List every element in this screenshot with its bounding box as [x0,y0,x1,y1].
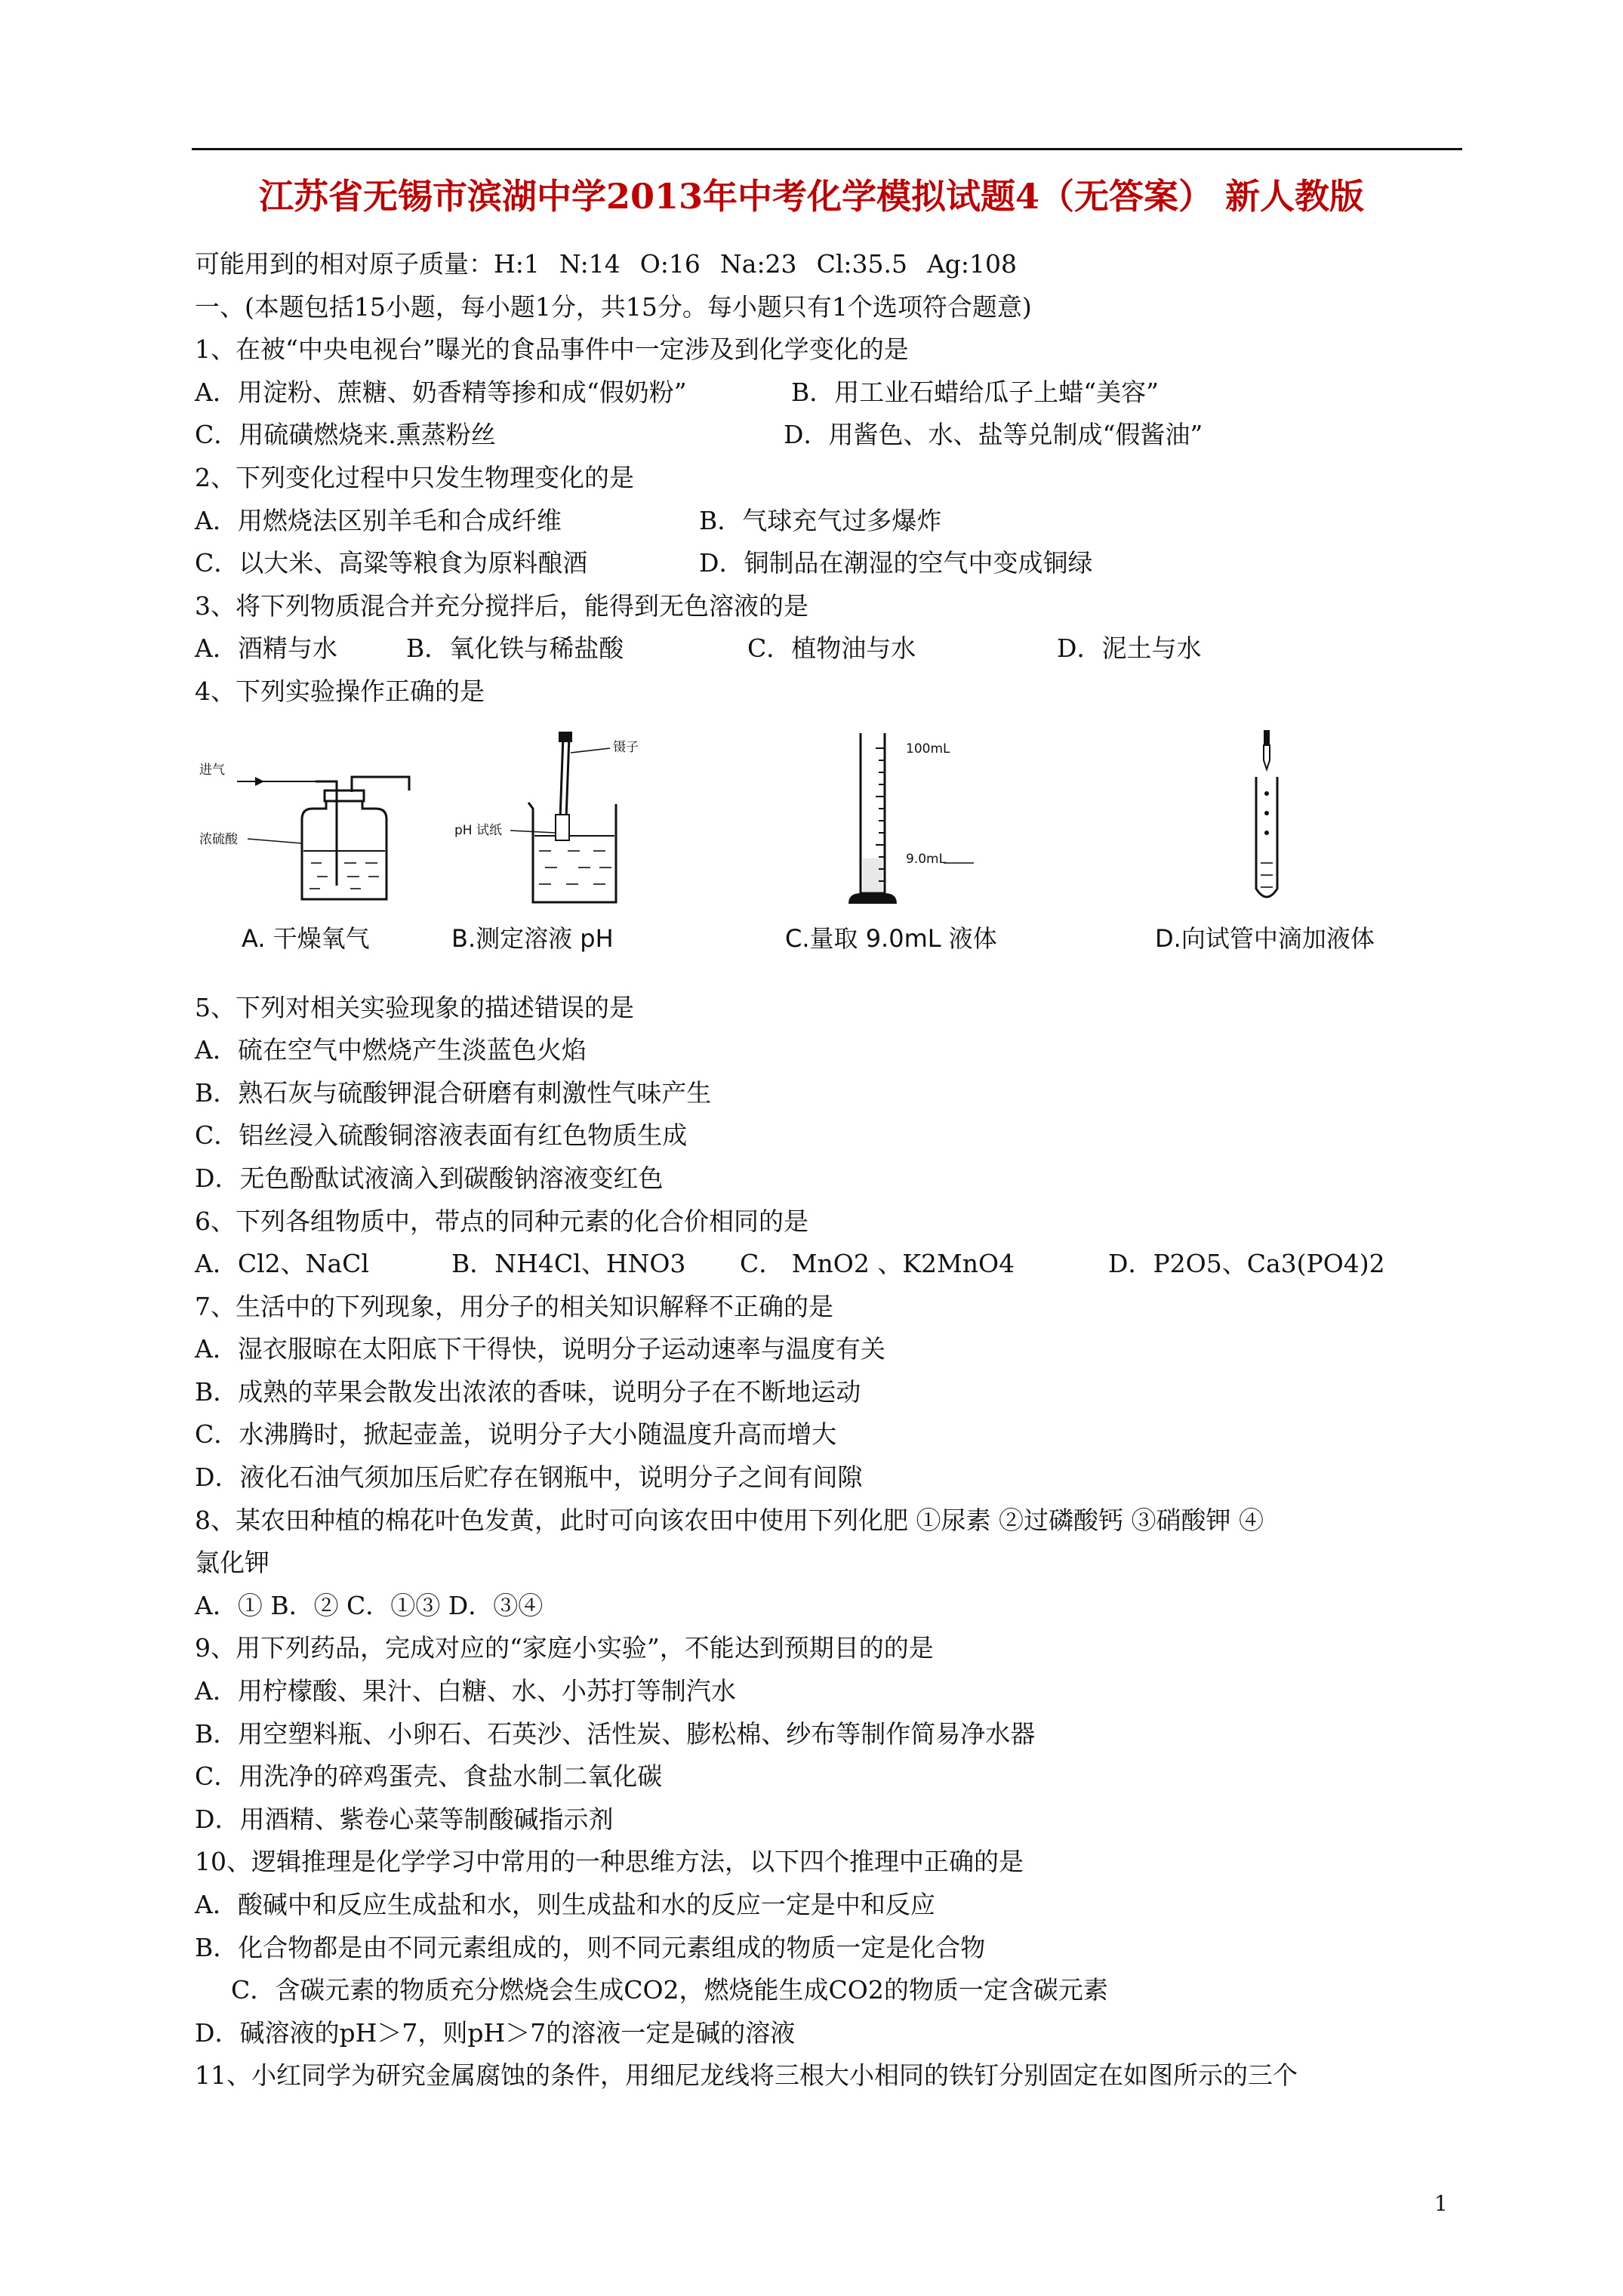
q10-stem: 10、逻辑推理是化学学习中常用的一种思维方法，以下四个推理中正确的是 [195,1847,1024,1877]
figure-d-dropping [1147,730,1397,953]
q2-option-a: A．用燃烧法区别羊毛和合成纤维 [195,505,562,535]
q9-option-a: A．用柠檬酸、果汁、白糖、水、小苏打等制汽水 [195,1676,736,1706]
q1-option-d: D．用酱色、水、盐等兑制成“假酱油” [784,420,1203,450]
page-title: 江苏省无锡市滨湖中学2013年中考化学模拟试题4（无答案） 新人教版 [258,176,1365,217]
q2-option-c: C．以大米、高粱等粮食为原料酿酒 [195,548,588,578]
q7-option-a: A．湿衣服晾在太阳底下干得快，说明分子运动速率与温度有关 [195,1334,885,1364]
q3-row [195,627,1463,670]
exam-content [195,243,1463,2097]
q3-stem: 3、将下列物质混合并充分搅拌后，能得到无色溶液的是 [195,590,808,621]
figure-b-caption: B.测定溶液 pH [451,923,614,953]
mass-na: Na:23 [719,249,797,279]
q10-option-c: C．含碳元素的物质充分燃烧会生成CO2，燃烧能生成CO2的物质一定含碳元素 [231,1975,1108,2005]
figure-c-measure [785,730,1034,953]
q6-stem: 6、下列各组物质中，带点的同种元素的化合价相同的是 [195,1206,808,1236]
q5-option-a: A．硫在空气中燃烧产生淡蓝色火焰 [195,1035,587,1065]
page-number: 1 [1434,2191,1448,2216]
q5-stem: 5、下列对相关实验现象的描述错误的是 [195,992,634,1022]
q1-option-b: B．用工业石蜡给瓜子上蜡“美容” [791,377,1159,407]
beaker-ph-diagram [445,730,694,911]
q3-option-a: A．酒精与水 [195,633,337,664]
label-100ml: 100mL [906,741,950,757]
q9-option-b: B．用空塑料瓶、小卵石、石英沙、活性炭、膨松棉、纱布等制作简易净水器 [195,1718,1036,1749]
q7-stem: 7、生活中的下列现象，用分子的相关知识解释不正确的是 [195,1291,833,1321]
q1-option-a: A．用淀粉、蔗糖、奶香精等掺和成“假奶粉” [195,377,687,407]
figure-a-gas-drying [189,730,438,953]
q4-stem: 4、下列实验操作正确的是 [195,676,485,706]
q10-option-d: D．碱溶液的pH＞7，则pH＞7的溶液一定是碱的溶液 [195,2017,796,2048]
test-tube-dropper-diagram [1147,730,1397,911]
q2-stem: 2、下列变化过程中只发生物理变化的是 [195,462,634,492]
q1-stem: 1、在被“中央电视台”曝光的食品事件中一定涉及到化学变化的是 [195,334,909,365]
mass-o: O:16 [639,249,701,279]
q1-option-c: C．用硫磺燃烧来.熏蒸粉丝 [195,420,496,450]
q3-option-c: C．植物油与水 [747,633,916,664]
figure-b-ph-test [445,730,694,953]
q7-option-c: C．水沸腾时，掀起壶盖，说明分子大小随温度升高而增大 [195,1419,837,1450]
q3-option-d: D．泥土与水 [1057,633,1202,664]
label-conc-acid: 浓硫酸 [199,831,238,847]
q6-option-d: D．P2O5、Ca3(PO4)2 [1108,1249,1385,1279]
mass-cl: Cl:35.5 [816,249,907,279]
q9-stem: 9、用下列药品，完成对应的“家庭小实验”，不能达到预期目的的是 [195,1633,934,1663]
mass-n: N:14 [559,249,621,279]
q1-row2 [195,414,1463,457]
q10-option-b: B．化合物都是由不同元素组成的，则不同元素组成的物质一定是化合物 [195,1932,986,1962]
q8-stem: 8、某农田种植的棉花叶色发黄，此时可向该农田中使用下列化肥 ①尿素 ②过磷酸钙 ③硝酸钾 ④ [195,1505,1264,1535]
q8-options: A．① B．② C．①③ D．③④ [195,1590,544,1620]
gas-washing-bottle-diagram [189,730,438,911]
graduated-cylinder-diagram [785,730,1034,911]
q9-option-d: D．用酒精、紫卷心菜等制酸碱指示剂 [195,1804,614,1834]
q6-option-b: B．NH4Cl、HNO3 [451,1249,686,1279]
q9-option-c: C．用洗净的碎鸡蛋壳、食盐水制二氧化碳 [195,1761,663,1792]
label-ph-paper: pH 试纸 [454,822,502,838]
q5-option-b: B．熟石灰与硫酸钾混合研磨有刺激性气味产生 [195,1077,712,1108]
atomic-masses [195,243,1463,286]
q10-option-a: A．酸碱中和反应生成盐和水，则生成盐和水的反应一定是中和反应 [195,1890,935,1919]
q5-option-c: C．铝丝浸入硫酸铜溶液表面有红色物质生成 [195,1120,688,1151]
section-heading: 一、(本题包括15小题，每小题1分，共15分。每小题只有1个选项符合题意) [195,291,1032,322]
figure-d-caption: D.向试管中滴加液体 [1155,923,1375,953]
q3-option-b: B．氧化铁与稀盐酸 [406,633,624,664]
figure-c-caption: C.量取 9.0mL 液体 [785,923,997,953]
q2-row1 [195,500,1463,543]
label-gas-in: 进气 [199,762,225,778]
q6-option-c: C． MnO2 、K2MnO4 [740,1249,1015,1279]
mass-ag: Ag:108 [926,249,1018,279]
label-tweezers: 镊子 [613,739,639,755]
q5-option-d: D．无色酚酞试液滴入到碳酸钠溶液变红色 [195,1163,664,1193]
q2-option-d: D．铜制品在潮湿的空气中变成铜绿 [699,548,1093,578]
q2-option-b: B．气球充气过多爆炸 [699,505,942,535]
q4-figures [195,730,1463,987]
q11-stem: 11、小红同学为研究金属腐蚀的条件，用细尼龙线将三根大小相同的铁钉分别固定在如图所示的三个 [195,2060,1298,2091]
q7-option-b: B．成熟的苹果会散发出浓浓的香味，说明分子在不断地运动 [195,1376,861,1407]
atomic-masses-prefix: 可能用到的相对原子质量： [195,249,494,279]
figure-a-caption: A. 干燥氧气 [242,923,370,953]
q2-row2 [195,542,1463,585]
mass-h: H:1 [494,249,540,279]
label-9ml: 9.0mL [906,851,947,867]
header-rule [192,148,1462,150]
q6-row [195,1243,1463,1286]
q6-option-a: A．Cl2、NaCl [195,1249,369,1279]
q1-row1 [195,371,1463,415]
q8-stem-cont: 氯化钾 [195,1548,269,1578]
q7-option-d: D．液化石油气须加压后贮存在钢瓶中，说明分子之间有间隙 [195,1462,863,1493]
